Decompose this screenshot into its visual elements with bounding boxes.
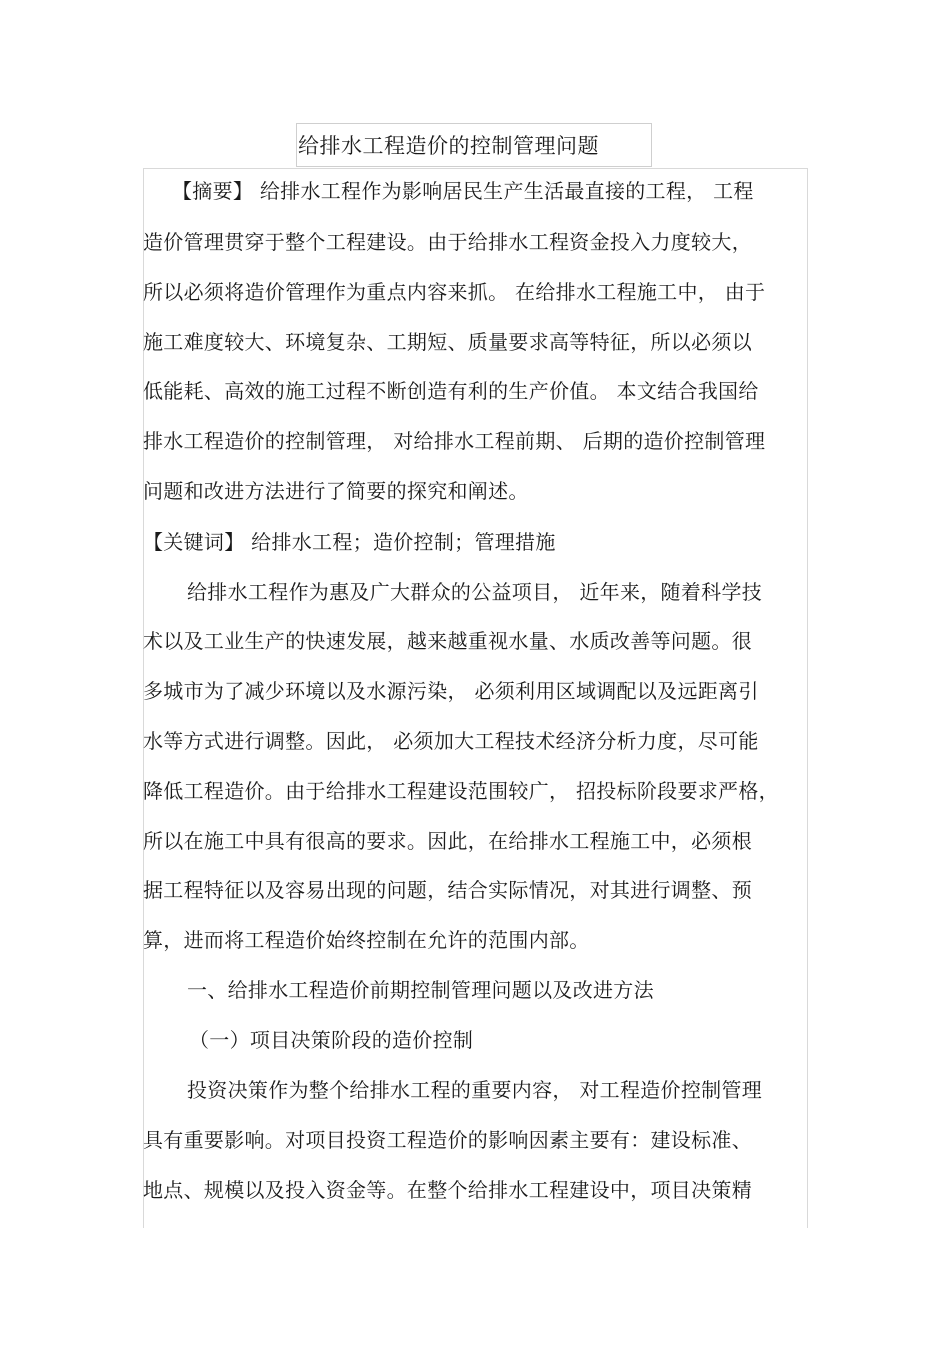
paragraph-line: 水等方式进行调整。因此， 必须加大工程技术经济分析力度，尽可能 (143, 729, 759, 753)
abstract-line-3: 所以必须将造价管理作为重点内容来抓。 在给排水工程施工中， 由于 (143, 280, 766, 304)
paragraph-line: 术以及工业生产的快速发展，越来越重视水量、水质改善等问题。很 (143, 629, 752, 653)
paragraph-line: 据工程特征以及容易出现的问题，结合实际情况，对其进行调整、预 (143, 878, 752, 902)
abstract-line-7: 问题和改进方法进行了简要的探究和阐述。 (143, 479, 529, 503)
section-heading: 一、给排水工程造价前期控制管理问题以及改进方法 (187, 978, 654, 1002)
paragraph-line: 地点、规模以及投入资金等。在整个给排水工程建设中，项目决策精 (143, 1178, 752, 1202)
abstract-line-2: 造价管理贯穿于整个工程建设。由于给排水工程资金投入力度较大， (143, 230, 752, 254)
paragraph-line: 具有重要影响。对项目投资工程造价的影响因素主要有：建设标准、 (143, 1128, 752, 1152)
abstract-line-1: 【摘要】 给排水工程作为影响居民生产生活最直接的工程， 工程 (172, 179, 754, 203)
paragraph-line: 投资决策作为整个给排水工程的重要内容， 对工程造价控制管理 (187, 1078, 763, 1102)
paragraph-line: 算，进而将工程造价始终控制在允许的范围内部。 (143, 928, 590, 952)
paragraph-line: 所以在施工中具有很高的要求。因此，在给排水工程施工中，必须根 (143, 829, 752, 853)
abstract-line-6: 排水工程造价的控制管理， 对给排水工程前期、 后期的造价控制管理 (143, 429, 766, 453)
document-title: 给排水工程造价的控制管理问题 (298, 134, 599, 158)
paragraph-line: 给排水工程作为惠及广大群众的公益项目， 近年来，随着科学技 (187, 580, 763, 604)
subsection-heading: （一）项目决策阶段的造价控制 (189, 1028, 474, 1052)
abstract-line-4: 施工难度较大、环境复杂、工期短、质量要求高等特征，所以必须以 (143, 330, 752, 354)
paragraph-line: 多城市为了减少环境以及水源污染， 必须利用区域调配以及远距离引 (143, 679, 759, 703)
keywords-line: 【关键词】 给排水工程；造价控制；管理措施 (143, 530, 556, 554)
abstract-line-5: 低能耗、高效的施工过程不断创造有利的生产价值。 本文结合我国给 (143, 379, 759, 403)
paragraph-line: 降低工程造价。由于给排水工程建设范围较广， 招投标阶段要求严格， (143, 779, 779, 803)
